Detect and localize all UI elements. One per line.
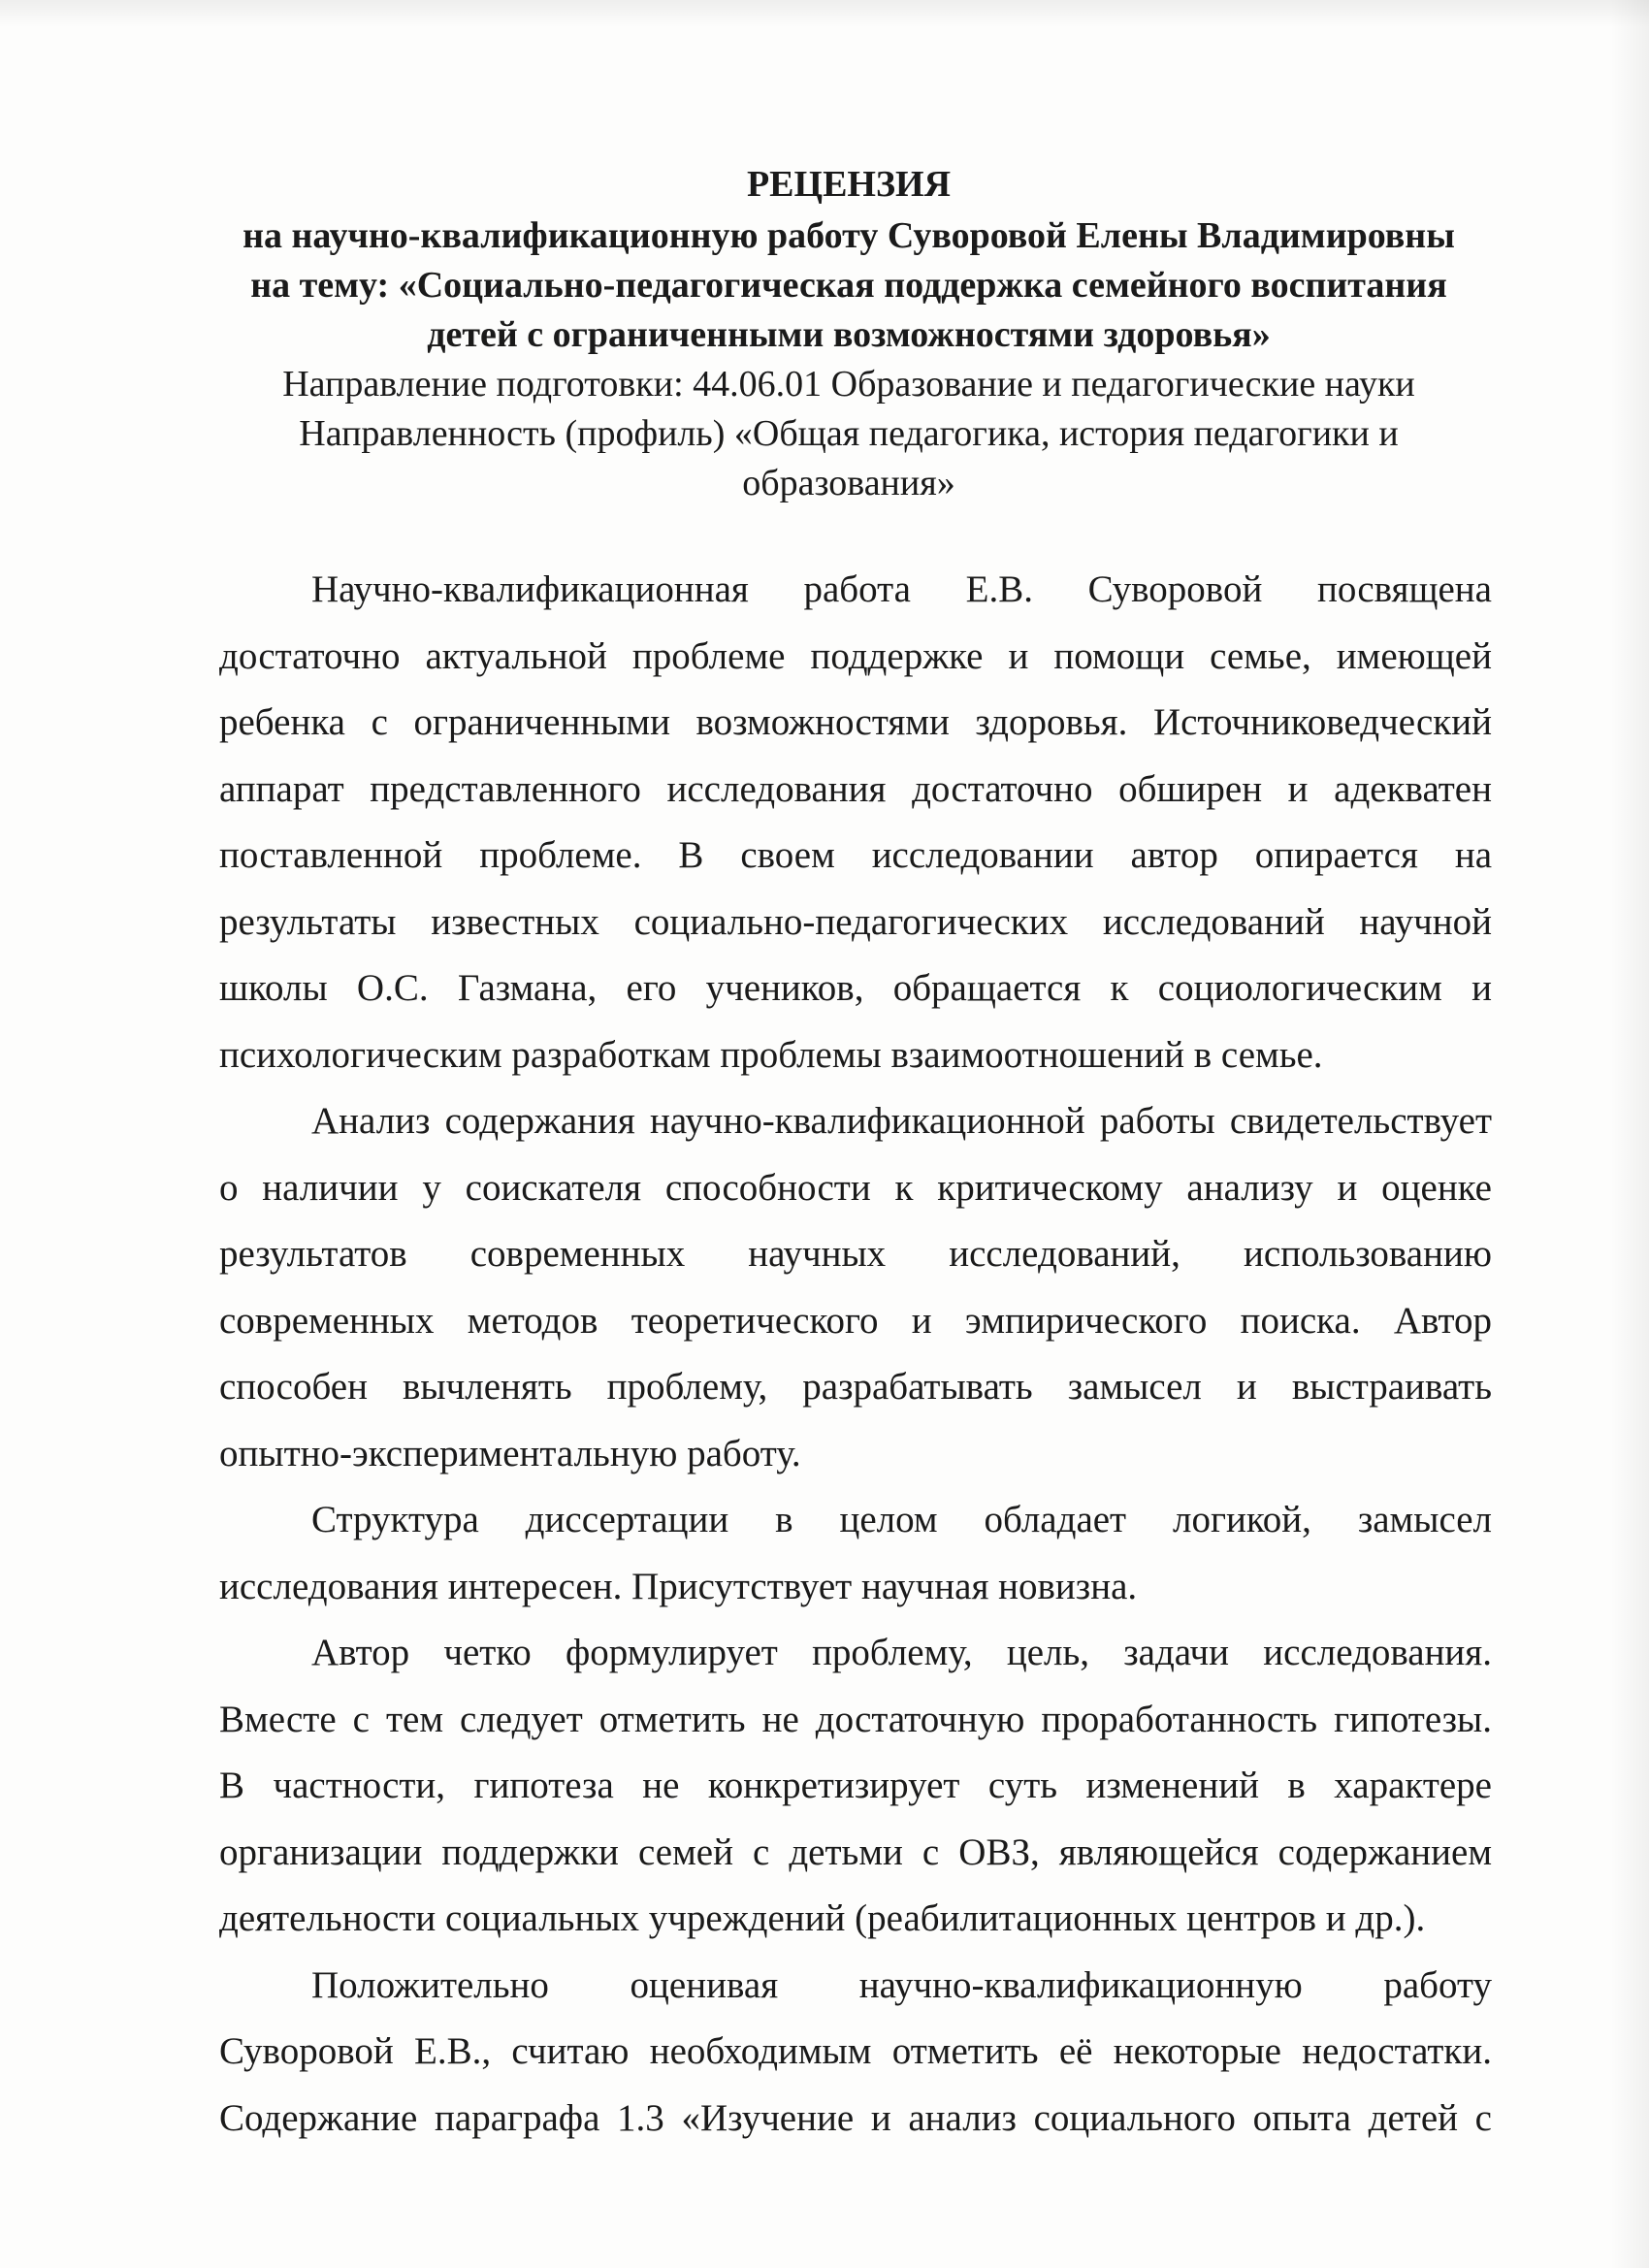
review-paragraph [219, 1620, 1492, 1953]
paragraph-line: В частности, гипотеза не конкретизирует суть изменений в характере [219, 1765, 1492, 1806]
paragraph-line: опытно-экспериментальную работу. [219, 1432, 801, 1474]
paragraph-line: достаточно актуальной проблеме поддержке и помощи семье, имеющей [219, 634, 1492, 677]
scan-shadow-right [1610, 0, 1649, 2268]
paragraph-line: Автор четко формулирует проблему, цель, задачи исследования. [311, 1632, 1492, 1673]
paragraph-line: исследования интересен. Присутствует научная новизна. [219, 1565, 1138, 1607]
paragraph-line: Содержание параграфа 1.3 «Изучение и анализ социального опыта детей с [219, 2096, 1492, 2139]
subtitle-line: на научно-квалификационную работу Суворовой Елены Владимировны [242, 215, 1455, 256]
paragraph-line: деятельности социальных учреждений (реабилитационных центров и др.). [219, 1897, 1426, 1939]
study-direction: Направление подготовки: 44.06.01 Образование и педагогические науки [282, 364, 1415, 405]
paragraph-line: поставленной проблеме. В своем исследовании автор опирается на [219, 834, 1492, 876]
review-paragraph [219, 1953, 1492, 2153]
paragraph-line: школы О.С. Газмана, его учеников, обращается к социологическим и [219, 967, 1492, 1009]
document-header [194, 160, 1504, 508]
paragraph-line: Анализ содержания научно-квалификационной работы свидетельствует [311, 1100, 1492, 1142]
paragraph-line: Положительно оценивая научно-квалификационную работу [311, 1963, 1492, 2006]
paragraph-line: современных методов теоретического и эмпирического поиска. Автор [219, 1299, 1492, 1342]
paragraph-line: Научно-квалификационная работа Е.В. Суворовой посвящена [311, 568, 1492, 610]
paragraph-line: способен вычленять проблему, разрабатывать замысел и выстраивать [219, 1366, 1492, 1408]
scan-shadow-top [0, 0, 1649, 27]
review-body [219, 557, 1492, 2152]
subtitle-line: детей с ограниченными возможностями здоровья» [427, 314, 1271, 355]
review-paragraph [219, 557, 1492, 1088]
review-paragraph [219, 1088, 1492, 1487]
paragraph-line: результаты известных социально-педагогических исследований научной [219, 900, 1492, 943]
paragraph-line: Вместе с тем следует отметить не достаточную проработанность гипотезы. [219, 1698, 1492, 1740]
paragraph-line: психологическим разработкам проблемы взаимоотношений в семье. [219, 1033, 1323, 1076]
paragraph-line: аппарат представленного исследования достаточно обширен и адекватен [219, 767, 1492, 810]
paragraph-line: результатов современных научных исследований, использованию [219, 1233, 1492, 1275]
paragraph-line: ребенка с ограниченными возможностями здоровья. Источниковедческий [219, 701, 1492, 743]
paragraph-line: Суворовой Е.В., считаю необходимым отметить её некоторые недостатки. [219, 2030, 1492, 2072]
study-profile-line: образования» [742, 463, 955, 503]
document-title: РЕЦЕНЗИЯ [746, 164, 952, 205]
paragraph-line: о наличии у соискателя способности к критическому анализу и оценке [219, 1166, 1492, 1209]
paragraph-line: организации поддержки семей с детьми с ОВЗ, являющейся содержанием [219, 1831, 1492, 1873]
paragraph-line: Структура диссертации в целом обладает логикой, замысел [311, 1499, 1492, 1540]
review-paragraph [219, 1487, 1492, 1620]
subtitle-line: на тему: «Социально-педагогическая поддержка семейного воспитания [250, 265, 1447, 306]
study-profile-line: Направленность (профиль) «Общая педагогика, история педагогики и [299, 413, 1399, 454]
